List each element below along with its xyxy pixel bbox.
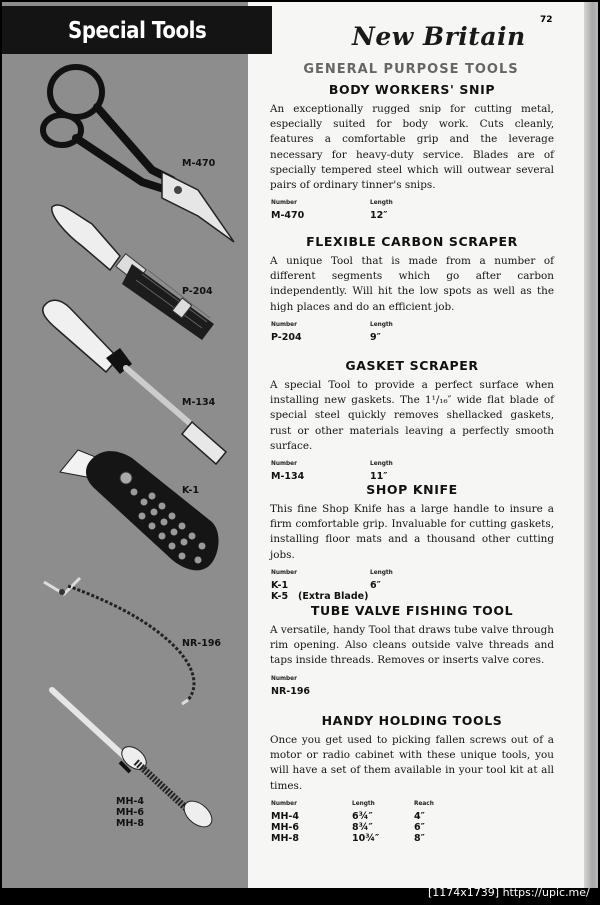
spec-number: M-134 — [271, 471, 305, 483]
spec-number: MH-4 — [271, 810, 299, 822]
spec-header-length: Length — [370, 569, 393, 576]
spec-header-number: Number — [271, 569, 297, 576]
spec-header-length: Length — [370, 200, 393, 207]
tool-label-nr196: NR-196 — [182, 638, 222, 649]
spec-row — [270, 822, 554, 833]
product-flexible-carbon-scraper — [270, 234, 554, 343]
spec-table — [270, 461, 554, 482]
spec-row — [270, 591, 554, 602]
page-number: 72 — [540, 15, 553, 25]
product-name: HANDY HOLDING TOOLS — [321, 713, 503, 728]
fishing-tool-illustration — [44, 578, 194, 704]
illustration-panel — [2, 2, 248, 888]
spec-row — [270, 471, 554, 482]
tool-label-m470: M-470 — [182, 158, 216, 169]
product-body-workers-snip — [270, 82, 554, 221]
spec-header-number: Number — [271, 321, 297, 328]
page-spine-shadow — [584, 2, 598, 888]
spec-row — [270, 833, 554, 844]
spec-table — [270, 322, 554, 343]
spec-row — [270, 686, 554, 697]
spec-length: 11″ — [370, 471, 388, 483]
product-name: FLEXIBLE CARBON SCRAPER — [306, 234, 518, 249]
product-name: SHOP KNIFE — [366, 482, 458, 497]
spec-table — [270, 200, 554, 221]
product-tube-valve-fishing-tool — [270, 603, 554, 697]
spec-length: 9″ — [370, 331, 381, 343]
spec-length: 12″ — [370, 210, 388, 222]
spec-number: NR-196 — [271, 685, 311, 697]
image-watermark: [1174x1739] https://upic.me/ — [428, 886, 590, 899]
spec-number: K-1 — [271, 579, 289, 591]
product-description: A versatile, handy Tool that draws tube valve through rim opening. Also cleans outside valve threads and taps inside threads. Removes or inserts valve cores. — [270, 624, 554, 667]
spec-length: 10¾″ — [352, 832, 380, 844]
catalog-page — [2, 2, 598, 888]
spec-row — [270, 210, 554, 221]
spec-row — [270, 811, 554, 822]
spec-header-length: Length — [370, 321, 393, 328]
product-description: An exceptionally rugged snip for cutting metal, especially suited for body work. Cuts cleanly, features a comfortable grip and the leverage necessary for heavy-duty service. Blades are of specially tempered steel which will outwear several pairs of ordinary tinner's snips. — [270, 103, 554, 192]
shop-knife-illustration — [60, 450, 219, 570]
tool-label-m134: M-134 — [182, 397, 216, 408]
page-title: Special Tools — [68, 18, 207, 44]
spec-table — [270, 676, 554, 697]
header-banner — [2, 6, 272, 54]
spec-header-number: Number — [271, 675, 297, 682]
spec-reach: 6″ — [414, 821, 425, 833]
product-description: Once you get used to picking fallen screws out of a motor or radio cabinet with these unique tools, you will have a set of them available in your tool kit at all times. — [270, 734, 554, 792]
tool-label-p204: P-204 — [182, 286, 213, 297]
product-description: This fine Shop Knife has a large handle to insure a firm comfortable grip. Invaluable for cutting gaskets, installing floor mats and a thousand other cutting jobs. — [270, 503, 554, 561]
tool-label-k1: K-1 — [182, 485, 200, 496]
tool-label-mh4: MH-4 — [116, 796, 144, 807]
spec-number: MH-8 — [271, 832, 299, 844]
product-name: GASKET SCRAPER — [345, 358, 479, 373]
tool-label-mh8: MH-8 — [116, 818, 144, 829]
spec-reach: 8″ — [414, 832, 425, 844]
product-description: A special Tool to provide a perfect surface when installing new gaskets. The 1¹/₁₆″ wide flat blade of special steel quickly removes shellacked gaskets, rust or other materials leaving a perfectly smooth surface. — [270, 379, 554, 452]
spec-header-length: Length — [370, 461, 393, 468]
product-name: TUBE VALVE FISHING TOOL — [310, 603, 514, 618]
brand-logo: New Britain — [352, 22, 526, 51]
tool-label-mh6: MH-6 — [116, 807, 144, 818]
spec-number: P-204 — [271, 331, 302, 343]
spec-number: MH-6 — [271, 821, 299, 833]
spec-table — [270, 570, 554, 602]
spec-header-number: Number — [271, 461, 297, 468]
spec-number: K-5 (Extra Blade) — [271, 590, 369, 602]
spec-header-reach: Reach — [414, 800, 434, 807]
spec-header-length: Length — [352, 800, 375, 807]
tool-illustrations — [2, 2, 248, 888]
section-title: GENERAL PURPOSE TOOLS — [303, 62, 519, 77]
spec-row — [270, 332, 554, 343]
product-shop-knife — [270, 482, 554, 602]
spec-length: 6¾″ — [352, 810, 373, 822]
spec-reach: 4″ — [414, 810, 425, 822]
spec-number: M-470 — [271, 210, 305, 222]
spec-length: 8¾″ — [352, 821, 373, 833]
spec-header-number: Number — [271, 200, 297, 207]
product-handy-holding-tools — [270, 713, 554, 844]
spec-row — [270, 580, 554, 591]
product-description: A unique Tool that is made from a number of different segments which go after carbon independently. Will hit the low spots as well as the high places and do an efficient job. — [270, 255, 554, 313]
product-name: BODY WORKERS' SNIP — [328, 82, 496, 97]
spec-header-number: Number — [271, 800, 297, 807]
spec-length: 6″ — [370, 579, 381, 591]
spec-table — [270, 801, 554, 844]
product-gasket-scraper — [270, 358, 554, 482]
